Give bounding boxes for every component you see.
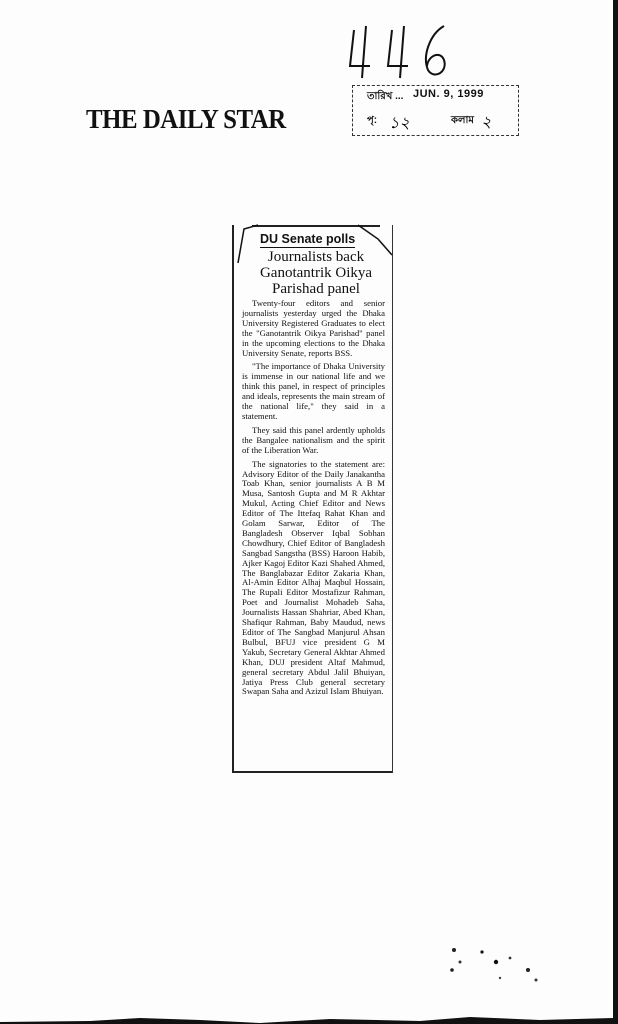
clipping-bottom-rule (234, 771, 392, 773)
scan-right-edge (613, 0, 618, 1024)
newspaper-clipping (232, 225, 393, 773)
article-kicker: DU Senate polls (260, 232, 356, 246)
scan-specks (440, 940, 550, 1000)
article-paragraph: Twenty-four editors and senior journalists yesterday urged the Dhaka University Registered Graduates to elect the "Ganotantrik Oikya Parishad" panel in the upcoming elections to the Dhaka University Senate, reports BSS. (242, 298, 385, 358)
newspaper-masthead: THE DAILY STAR (86, 104, 286, 134)
scan-bottom-noise (0, 1008, 613, 1024)
stamp-page-label: পৃ: (367, 115, 378, 126)
stamp-column-label: কলাম (451, 115, 474, 126)
handwritten-clip-number (348, 22, 458, 82)
stamp-date-label: তারিখ ... (367, 91, 404, 102)
article-paragraph: They said this panel ardently upholds the Bangalee nationalism and the spirit of the Liberation War. (242, 424, 385, 455)
article-body (242, 299, 385, 701)
date-stamp (352, 85, 519, 136)
stamp-page-value: ১২ (389, 113, 410, 132)
article-headline: Journalists back Ganotantrik Oikya Parishad panel (259, 249, 373, 297)
article-paragraph: "The importance of Dhaka University is immense in our national life and we think this panel, in respect of principles and ideals, represents the main stream of the national life," they said in a statement. (242, 361, 385, 421)
stamp-column-value: ২ (481, 112, 492, 131)
article-paragraph: The signatories to the statement are: Advisory Editor of the Daily Janakantha Toab Khan, senior journalists A B M Musa, Santosh Gupta and M R Akhtar Mukul, Acting Chief Editor and News Editor of The Ittefaq Rahat Khan and Golam Sarwar, Editor of The Bangladesh Observer Iqbal Sobhan Chowdhury, Chief Editor of Bangladesh Sangbad Sangstha (BSS) Haroon Habib, Ajker Kagoj Editor Kazi Shahed Ahmed, The Banglabazar Editor Zakaria Khan, Al-Amin Editor Alhaj Maqbul Hossain, The Rupali Editor Mostafizur Rahman, Poet and Journalist Mohadeb Saha, Journalists Hassan Shahriar, Abed Khan, Shafiqur Rahman, Baby Maudud, news Editor of The Sangbad Manjurul Ahsan Bulbul, BFUJ vice president G M Yakub, Secretary General Akhtar Ahmed Khan, DUJ president Altaf Mahmud, general secretary Abdul Jalil Bhuiyan, Jatiya Press Club general secretary Swapan Saha and Azizul Islam Bhuiyan. (242, 458, 385, 697)
stamp-date-value: JUN. 9, 1999 (413, 88, 484, 100)
